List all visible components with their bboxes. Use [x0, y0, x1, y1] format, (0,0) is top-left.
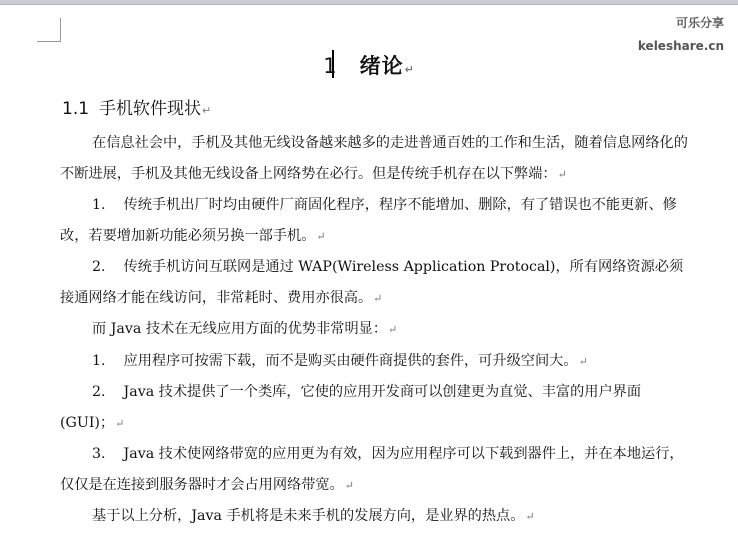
list-item[interactable] [60, 190, 690, 252]
list-item[interactable] [60, 252, 690, 314]
paragraph[interactable] [60, 128, 690, 190]
paragraph-text: 而 Java 技术在无线应用方面的优势非常明显： [92, 321, 388, 337]
paragraph[interactable] [60, 314, 690, 346]
chapter-number: 1 [323, 54, 338, 78]
paragraph-text: 传统手机出厂时均由硬件厂商固化程序，程序不能增加、删除，有了错误也不能更新、修改，若要增加新功能必须另换一部手机。 [60, 197, 677, 244]
list-number: 3. [92, 446, 106, 462]
list-item[interactable] [60, 346, 690, 378]
paragraph-mark: ↵ [388, 323, 398, 336]
list-item[interactable] [60, 377, 690, 439]
paragraph-text: 应用程序可按需下载，而不是购买由硬件商提供的套件，可升级空间大。 [123, 352, 578, 369]
list-item[interactable] [60, 439, 690, 501]
list-number: 2. [92, 384, 106, 400]
list-number: 1. [92, 352, 106, 369]
paragraph-text: Java 技术使网络带宽的应用更为有效，因为应用程序可以下载到器件上，并在本地运行，仅仅是在连接到服务器时才会占用网络带宽。 [60, 446, 684, 493]
watermark-line-1: 可乐分享 [675, 16, 724, 30]
paragraph[interactable] [60, 501, 690, 533]
paragraph-mark: ↵ [316, 229, 326, 243]
section-number: 1.1 [62, 99, 90, 119]
paragraph-mark: ↵ [373, 291, 383, 305]
window-top-border [0, 0, 738, 5]
paragraph-text: 传统手机访问互联网是通过 WAP(Wireless Application Protocal)，所有网络资源必须接通网络才能在线访问，非常耗时、费用亦很高。 [60, 259, 684, 306]
paragraph-mark: ↵ [557, 167, 567, 181]
paragraph-text: 在信息社会中，手机及其他无线设备越来越多的走进普通百姓的工作和生活，随着信息网络化的不断进展，手机及其他无线设备上网络势在必行。但是传统手机存在以下弊端： [60, 135, 688, 182]
page-margin-corner-mark [37, 18, 61, 42]
list-number: 2. [92, 259, 106, 275]
section-heading[interactable] [62, 94, 211, 119]
watermark-line-2: keleshare.cn [637, 39, 724, 53]
paragraph-mark: ↵ [344, 478, 354, 492]
section-title: 手机软件现状 [99, 99, 202, 119]
chapter-heading[interactable] [0, 50, 738, 80]
paragraph-mark: ↵ [404, 63, 415, 76]
list-number: 1. [92, 197, 106, 213]
paragraph-text: Java 技术提供了一个类库，它使的应用开发商可以创建更为直觉、丰富的用户界面(GUI)； [60, 384, 642, 431]
paragraph-mark: ↵ [202, 104, 212, 117]
document-body[interactable] [60, 128, 690, 533]
paragraph-text: 基于以上分析，Java 手机将是未来手机的发展方向，是业界的热点。 [92, 508, 525, 524]
paragraph-mark: ↵ [578, 354, 588, 368]
paragraph-mark: ↵ [115, 416, 125, 430]
paragraph-mark: ↵ [525, 510, 535, 523]
chapter-title: 绪论 [359, 54, 404, 78]
